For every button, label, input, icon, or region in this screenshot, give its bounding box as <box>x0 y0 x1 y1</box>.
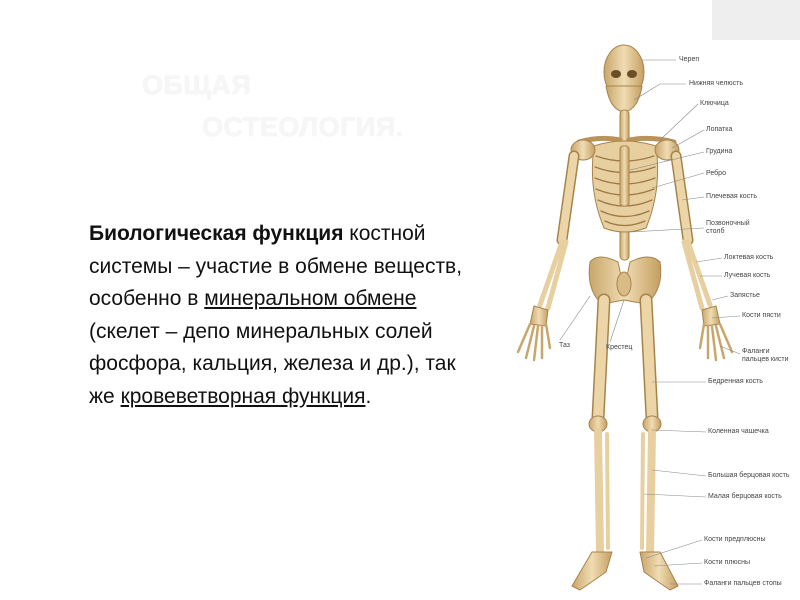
underlined-term-1: минеральном обмене <box>204 287 417 310</box>
label-spine: Позвоночный столб <box>706 220 750 235</box>
label-sacrum: Крестец <box>606 344 633 351</box>
label-ulna: Локтевая кость <box>724 254 774 261</box>
label-metatarsals: Кости плюсны <box>704 559 751 566</box>
paragraph-text-1: костной системы – участие в обмене веществ, особенно в <box>89 222 463 310</box>
underlined-term-2: кровеветворная функция <box>120 384 366 408</box>
paragraph-text-3: . <box>365 384 372 408</box>
paragraph-heading: Биологическая функция <box>89 222 344 245</box>
label-finger-phalanges: Фаланги пальцев кисти <box>742 348 789 363</box>
label-clavicle: Ключица <box>700 100 729 107</box>
slide-title-line2: ОСТЕОЛОГИЯ. <box>202 112 404 142</box>
label-femur: Бедренная кость <box>708 378 763 385</box>
label-patella: Коленная чашечка <box>708 428 769 435</box>
slide-title-line1: ОБЩАЯ <box>142 70 252 100</box>
label-mandible: Нижняя челюсть <box>689 80 744 87</box>
label-fibula: Малая берцовая кость <box>708 493 782 500</box>
label-humerus: Плечевая кость <box>706 193 757 200</box>
label-tibia: Большая берцовая кость <box>708 472 790 479</box>
paragraph-text-2: (скелет – депо минеральных солей фосфора, кальция, железа и др.), так же <box>89 319 456 408</box>
label-skull: Череп <box>679 56 700 63</box>
label-radius: Лучевая кость <box>724 272 771 279</box>
label-sternum: Грудина <box>706 148 733 155</box>
label-wrist: Запястье <box>730 292 760 299</box>
label-metacarpals: Кости пясти <box>742 312 781 319</box>
label-pelvis: Таз <box>559 342 570 349</box>
label-scapula: Лопатка <box>706 126 733 133</box>
label-tarsals: Кости предплюсны <box>704 536 766 543</box>
label-rib: Ребро <box>706 170 726 177</box>
label-toe-phalanges: Фаланги пальцев стопы <box>704 580 782 587</box>
